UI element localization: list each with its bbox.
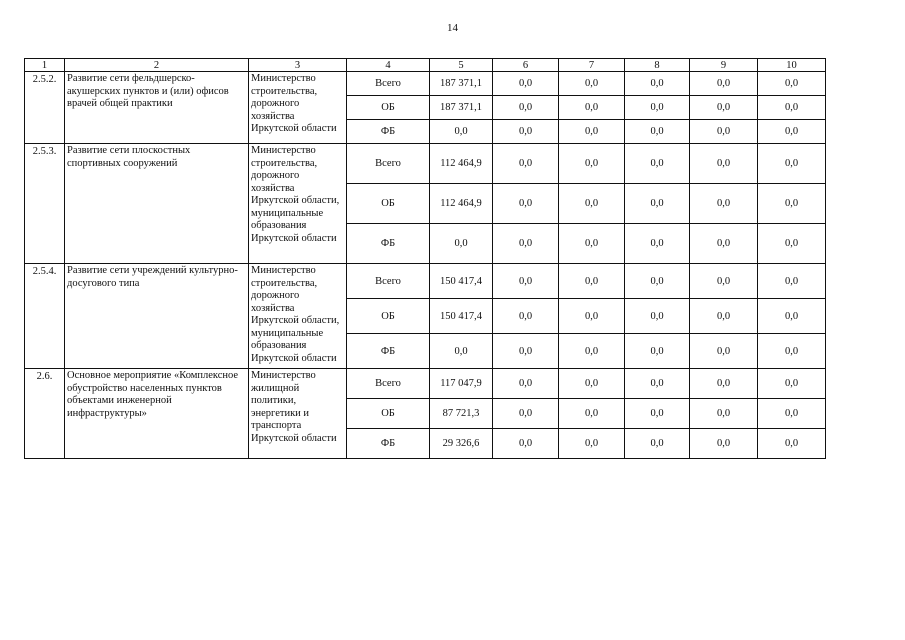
table-row (25, 72, 826, 96)
header-row (25, 59, 826, 72)
value-cell: 0,0 (559, 369, 625, 399)
value-cell: 0,0 (690, 96, 758, 120)
item-name: Основное мероприятие «Комплексное обустройство населенных пунктов объектами инженерной инфраструктуры» (65, 369, 249, 459)
value-cell: 0,0 (758, 399, 826, 429)
item-name: Развитие сети учреждений культурно-досугового типа (65, 264, 249, 369)
funding-source: Всего (347, 264, 430, 299)
value-cell: 0,0 (559, 334, 625, 369)
item-number: 2.6. (25, 369, 65, 459)
value-cell: 117 047,9 (430, 369, 493, 399)
value-cell: 0,0 (559, 72, 625, 96)
value-cell: 0,0 (493, 399, 559, 429)
value-cell: 0,0 (625, 399, 690, 429)
item-responsible: Министерство строительства, дорожного хозяйства Иркутской области, муниципальные образования Иркутской области (249, 264, 347, 369)
funding-source: ФБ (347, 429, 430, 459)
item-number: 2.5.2. (25, 72, 65, 144)
funding-source: Всего (347, 72, 430, 96)
value-cell: 0,0 (690, 264, 758, 299)
value-cell: 0,0 (493, 369, 559, 399)
value-cell: 112 464,9 (430, 184, 493, 224)
budget-table (24, 58, 826, 459)
value-cell: 0,0 (493, 334, 559, 369)
value-cell: 0,0 (625, 72, 690, 96)
value-cell: 0,0 (559, 184, 625, 224)
value-cell: 0,0 (625, 369, 690, 399)
item-responsible: Министерство строительства, дорожного хозяйства Иркутской области, муниципальные образования Иркутской области (249, 144, 347, 264)
value-cell: 0,0 (559, 399, 625, 429)
value-cell: 0,0 (493, 96, 559, 120)
value-cell: 0,0 (625, 429, 690, 459)
funding-source: ОБ (347, 184, 430, 224)
table-row (25, 369, 826, 399)
value-cell: 0,0 (690, 334, 758, 369)
table-row (25, 264, 826, 299)
item-name: Развитие сети фельдшерско-акушерских пунктов и (или) офисов врачей общей практики (65, 72, 249, 144)
funding-source: Всего (347, 144, 430, 184)
value-cell: 112 464,9 (430, 144, 493, 184)
value-cell: 0,0 (625, 96, 690, 120)
value-cell: 0,0 (690, 120, 758, 144)
value-cell: 0,0 (559, 144, 625, 184)
value-cell: 0,0 (625, 224, 690, 264)
value-cell: 0,0 (758, 369, 826, 399)
value-cell: 0,0 (758, 120, 826, 144)
header-cell: 4 (347, 59, 430, 72)
value-cell: 0,0 (758, 184, 826, 224)
value-cell: 0,0 (690, 429, 758, 459)
value-cell: 150 417,4 (430, 264, 493, 299)
header-cell: 6 (493, 59, 559, 72)
value-cell: 0,0 (625, 144, 690, 184)
header-cell: 1 (25, 59, 65, 72)
value-cell: 0,0 (690, 72, 758, 96)
value-cell: 0,0 (493, 144, 559, 184)
header-cell: 7 (559, 59, 625, 72)
header-cell: 3 (249, 59, 347, 72)
funding-source: ФБ (347, 334, 430, 369)
value-cell: 0,0 (625, 184, 690, 224)
funding-source: ОБ (347, 399, 430, 429)
header-cell: 8 (625, 59, 690, 72)
value-cell: 0,0 (690, 144, 758, 184)
value-cell: 0,0 (493, 120, 559, 144)
header-cell: 10 (758, 59, 826, 72)
funding-source: ОБ (347, 299, 430, 334)
value-cell: 0,0 (559, 264, 625, 299)
value-cell: 0,0 (758, 334, 826, 369)
value-cell: 0,0 (758, 299, 826, 334)
value-cell: 0,0 (690, 184, 758, 224)
item-responsible: Министерство строительства, дорожного хозяйства Иркутской области (249, 72, 347, 144)
value-cell: 87 721,3 (430, 399, 493, 429)
value-cell: 0,0 (430, 334, 493, 369)
funding-source: Всего (347, 369, 430, 399)
value-cell: 0,0 (559, 299, 625, 334)
value-cell: 150 417,4 (430, 299, 493, 334)
value-cell: 0,0 (758, 224, 826, 264)
value-cell: 0,0 (493, 72, 559, 96)
value-cell: 0,0 (758, 96, 826, 120)
item-number: 2.5.4. (25, 264, 65, 369)
item-responsible: Министерство жилищной политики, энергетики и транспорта Иркутской области (249, 369, 347, 459)
value-cell: 29 326,6 (430, 429, 493, 459)
value-cell: 0,0 (625, 334, 690, 369)
table-row (25, 144, 826, 184)
value-cell: 0,0 (625, 264, 690, 299)
value-cell: 0,0 (493, 299, 559, 334)
value-cell: 187 371,1 (430, 96, 493, 120)
value-cell: 0,0 (430, 120, 493, 144)
value-cell: 0,0 (625, 299, 690, 334)
value-cell: 0,0 (493, 429, 559, 459)
header-cell: 2 (65, 59, 249, 72)
value-cell: 0,0 (690, 369, 758, 399)
value-cell: 0,0 (758, 429, 826, 459)
value-cell: 187 371,1 (430, 72, 493, 96)
value-cell: 0,0 (690, 399, 758, 429)
funding-source: ОБ (347, 96, 430, 120)
value-cell: 0,0 (690, 224, 758, 264)
value-cell: 0,0 (758, 144, 826, 184)
value-cell: 0,0 (690, 299, 758, 334)
value-cell: 0,0 (430, 224, 493, 264)
value-cell: 0,0 (758, 72, 826, 96)
funding-source: ФБ (347, 224, 430, 264)
value-cell: 0,0 (493, 264, 559, 299)
item-number: 2.5.3. (25, 144, 65, 264)
item-name: Развитие сети плоскостных спортивных сооружений (65, 144, 249, 264)
page-number: 14 (447, 22, 458, 34)
header-cell: 5 (430, 59, 493, 72)
header-cell: 9 (690, 59, 758, 72)
value-cell: 0,0 (493, 224, 559, 264)
value-cell: 0,0 (625, 120, 690, 144)
funding-source: ФБ (347, 120, 430, 144)
value-cell: 0,0 (493, 184, 559, 224)
value-cell: 0,0 (758, 264, 826, 299)
value-cell: 0,0 (559, 224, 625, 264)
value-cell: 0,0 (559, 120, 625, 144)
value-cell: 0,0 (559, 429, 625, 459)
value-cell: 0,0 (559, 96, 625, 120)
